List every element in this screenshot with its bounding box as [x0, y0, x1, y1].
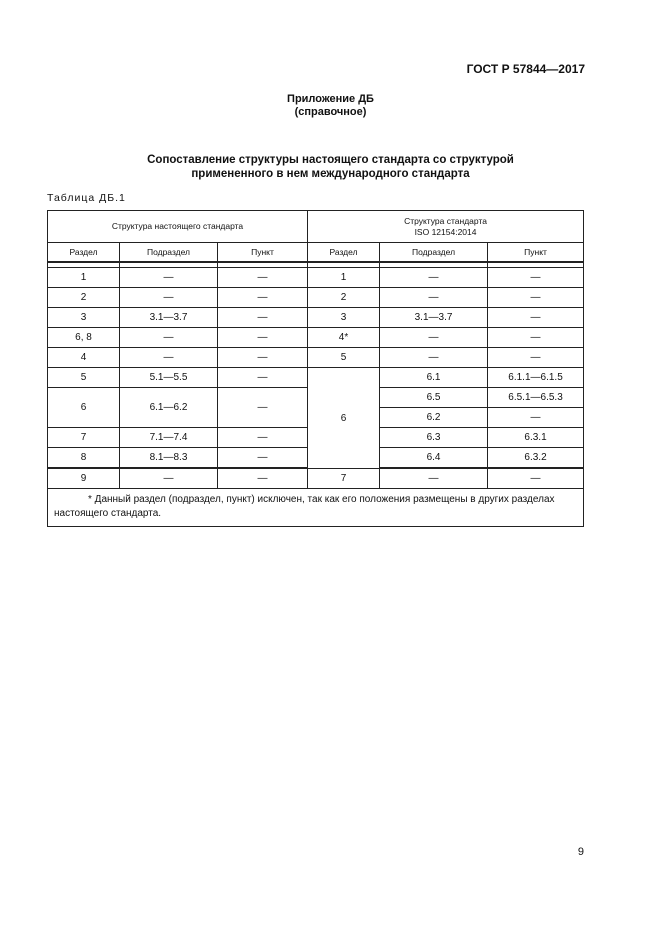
table-cell: 5 — [308, 348, 380, 368]
table-cell: — — [488, 328, 584, 348]
annex-subtitle: (справочное) — [294, 106, 367, 118]
document-title-line-2: примененного в нем международного стандарта — [191, 168, 470, 180]
table-cell: 3 — [48, 308, 120, 328]
table-cell: — — [218, 469, 308, 489]
footnote-text: * Данный раздел (подраздел, пункт) исключен, так как его положения размещены в других разделах настоящего стандарта. — [54, 494, 555, 519]
table-cell: — — [218, 388, 308, 428]
table-cell: 6.3.2 — [488, 448, 584, 468]
table-cell: 1 — [308, 268, 380, 288]
table-cell: 6.5 — [380, 388, 488, 408]
table-cell: 6.3.1 — [488, 428, 584, 448]
column-header: Подраздел — [120, 243, 218, 263]
table-row — [48, 288, 584, 308]
table-cell: — — [380, 288, 488, 308]
table-cell: 4* — [308, 328, 380, 348]
table-cell: 6.1—6.2 — [120, 388, 218, 428]
table-cell: 3.1—3.7 — [380, 308, 488, 328]
table-row — [48, 308, 584, 328]
table-cell: — — [120, 268, 218, 288]
table-cell: 4 — [48, 348, 120, 368]
table-cell: 6.5.1—6.5.3 — [488, 388, 584, 408]
table-cell: — — [218, 268, 308, 288]
table-cell: — — [218, 428, 308, 448]
table-row — [48, 268, 584, 288]
table-cell: — — [120, 348, 218, 368]
table-cell: — — [218, 448, 308, 468]
column-header: Пункт — [218, 243, 308, 263]
table-cell: 3.1—3.7 — [120, 308, 218, 328]
group-header-iso-line-2: ISO 12154:2014 — [414, 226, 477, 237]
table-cell: — — [380, 328, 488, 348]
table-cell: — — [218, 348, 308, 368]
table-row — [48, 348, 584, 368]
table-cell: — — [120, 288, 218, 308]
document-title — [0, 153, 661, 181]
table-cell: — — [488, 348, 584, 368]
standard-code: ГОСТ Р 57844—2017 — [466, 62, 585, 76]
table-cell: — — [380, 348, 488, 368]
table-cell: — — [120, 328, 218, 348]
table-cell: 6.4 — [380, 448, 488, 468]
table-cell: 6 — [48, 388, 120, 428]
column-header: Подраздел — [380, 243, 488, 263]
table-cell: 9 — [48, 469, 120, 489]
table-row — [48, 469, 584, 489]
table-cell: 7 — [308, 469, 380, 489]
table-cell: 6.1 — [380, 368, 488, 388]
table-cell: — — [488, 268, 584, 288]
table-row — [48, 328, 584, 348]
table-cell: — — [218, 328, 308, 348]
table-cell: 8.1—8.3 — [120, 448, 218, 468]
table-cell: 2 — [48, 288, 120, 308]
table-cell: — — [488, 308, 584, 328]
table-cell: 6.1.1—6.1.5 — [488, 368, 584, 388]
table-cell: — — [218, 288, 308, 308]
group-header-iso-line-1: Структура стандарта — [404, 215, 487, 226]
table-cell: — — [380, 469, 488, 489]
table-cell: 6, 8 — [48, 328, 120, 348]
table-cell: 6.3 — [380, 428, 488, 448]
table-cell: 7 — [48, 428, 120, 448]
merged-section-cell: 6 — [308, 368, 380, 469]
column-header: Раздел — [48, 243, 120, 263]
group-header-current-standard: Структура настоящего стандарта — [48, 211, 308, 243]
table-cell: — — [218, 368, 308, 388]
table-cell: 5 — [48, 368, 120, 388]
group-header-iso-standard — [308, 211, 584, 243]
table-cell: 1 — [48, 268, 120, 288]
column-header: Раздел — [308, 243, 380, 263]
footnote-cell — [48, 489, 584, 527]
table-cell: — — [488, 469, 584, 489]
comparison-table — [47, 210, 584, 527]
column-header: Пункт — [488, 243, 584, 263]
page-number: 9 — [577, 846, 584, 858]
table-row — [48, 368, 584, 388]
document-title-line-1: Сопоставление структуры настоящего стандарта со структурой — [147, 154, 514, 166]
footnote-row — [48, 489, 584, 527]
table-caption: Таблица ДБ.1 — [47, 192, 126, 204]
table-cell: — — [120, 469, 218, 489]
table-cell: 7.1—7.4 — [120, 428, 218, 448]
table-cell: — — [218, 308, 308, 328]
table-cell: — — [380, 268, 488, 288]
table-cell: 2 — [308, 288, 380, 308]
table-cell: 3 — [308, 308, 380, 328]
table-cell: — — [488, 288, 584, 308]
table-cell: — — [488, 408, 584, 428]
annex-heading — [0, 93, 661, 119]
annex-title: Приложение ДБ — [287, 93, 374, 105]
table-cell: 6.2 — [380, 408, 488, 428]
table-cell: 8 — [48, 448, 120, 468]
table-cell: 5.1—5.5 — [120, 368, 218, 388]
